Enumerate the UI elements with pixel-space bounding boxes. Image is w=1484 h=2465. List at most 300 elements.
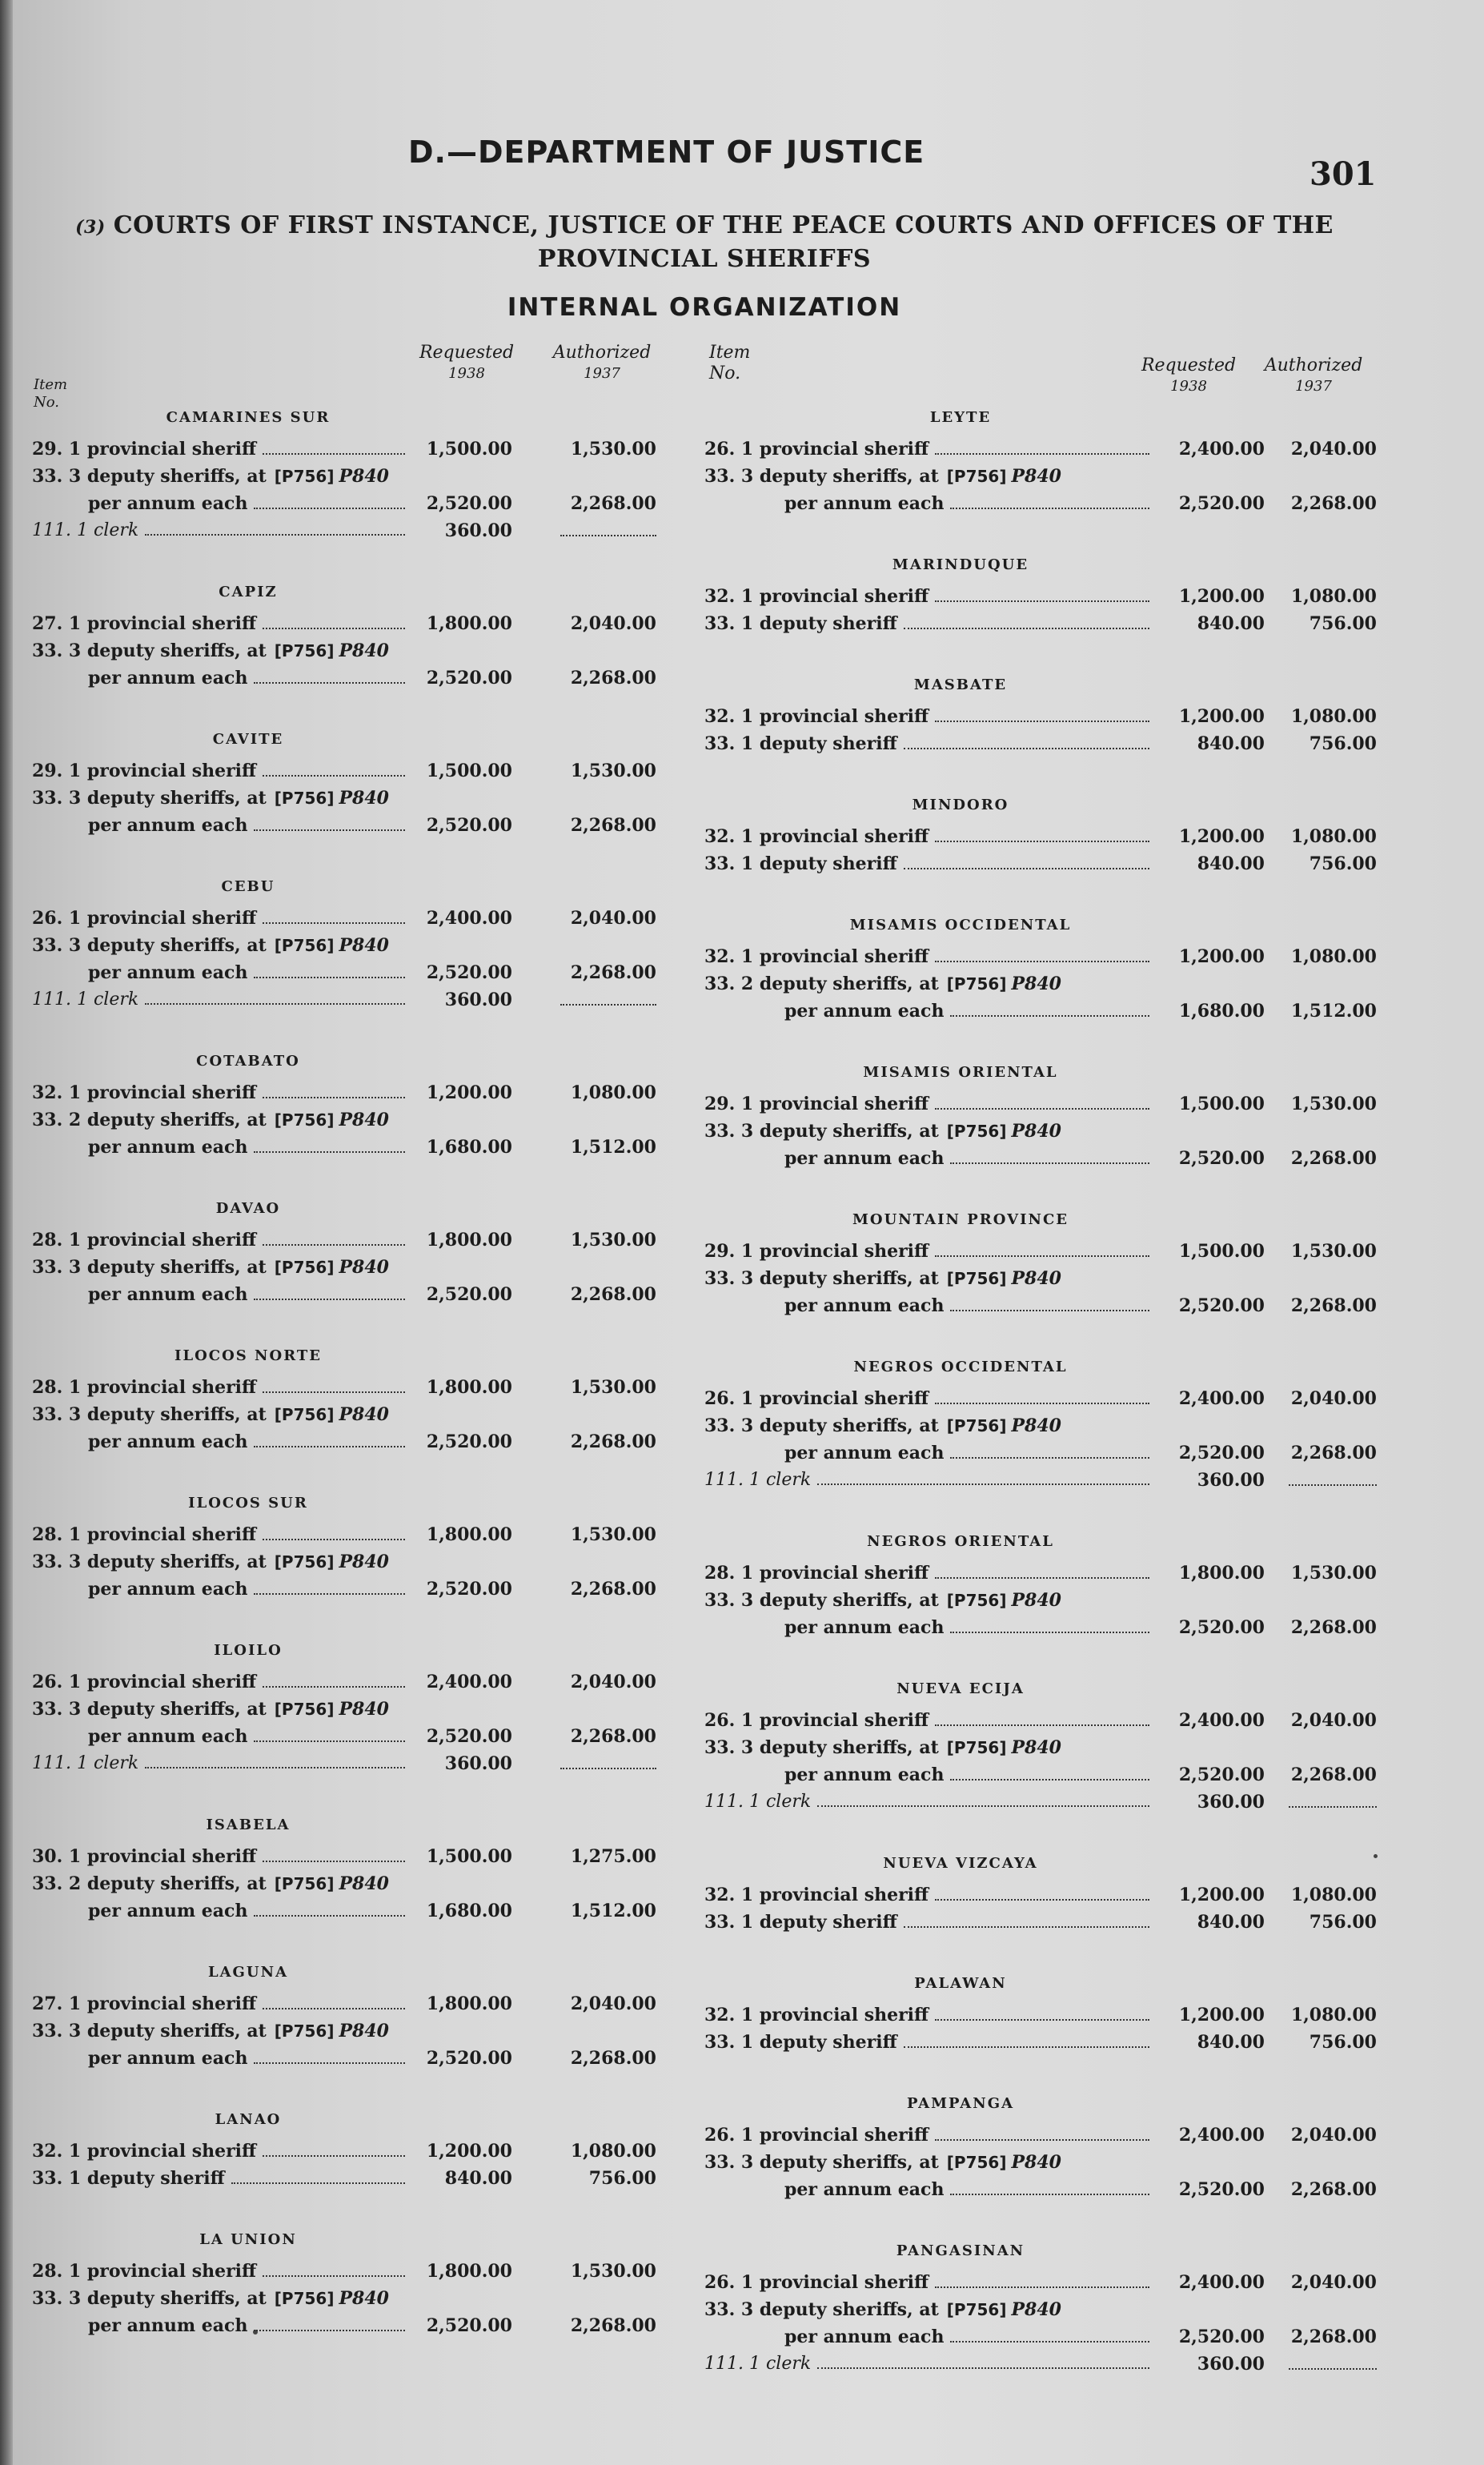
province-name: LEYTE [929,409,992,426]
position-description [704,466,1153,487]
position-description [704,974,1153,994]
table-row [32,785,688,812]
leader-dots [254,496,405,509]
authorized-1937-value: 1,530.00 [570,1524,656,1545]
leader-dots [950,2182,1149,2195]
rate-old: P840 [1011,1590,1061,1611]
table-row [688,2351,1361,2378]
position-description [704,1764,1153,1785]
rate-old: P840 [339,788,389,809]
authorized-1937-value: 2,268.00 [570,1284,656,1305]
province-name: MASBATE [913,676,1008,693]
position-text: 33. 3 deputy sheriffs, at [704,466,939,487]
table-row [688,2296,1361,2323]
requested-1938-value: 1,200.00 [1178,946,1265,967]
leader-dots [950,496,1149,509]
position-description [704,2354,1153,2374]
requested-1938-value: 2,520.00 [1178,1443,1265,1463]
position-text: 26. 1 provincial sheriff [32,908,257,929]
authorized-1937-value: 1,080.00 [570,2141,656,2162]
position-description [704,1470,1153,1490]
rate-old: P840 [339,1699,389,1720]
table-row [688,1467,1361,1494]
leader-dots [817,1794,1149,1807]
province-name: PANGASINAN [896,2242,1025,2259]
authorized-1937-value: 1,530.00 [570,1377,656,1398]
position-description [32,439,408,460]
table-row [688,1909,1377,1936]
book-spine-shadow [0,0,13,2465]
table-row [32,637,688,664]
province-section [688,1524,1377,1641]
province-name: LANAO [215,2111,282,2128]
rate-new: [P756] [946,1416,1007,1435]
position-description [704,1268,1153,1289]
position-description [704,2299,1153,2320]
position-description [704,1241,1153,1262]
leader-dots [254,1729,405,1742]
position-description [704,1415,1153,1436]
table-row [688,1439,1377,1467]
authorized-blank-line [560,1004,656,1006]
leader-dots [254,1582,405,1595]
table-row [688,2323,1377,2351]
province-name: DAVAO [215,1200,281,1217]
province-section [688,548,1377,637]
position-text: 33. 3 deputy sheriffs, at [704,1121,939,1142]
page-number: 301 [1310,155,1377,193]
authorized-1937-value: 1,530.00 [570,2261,656,2282]
table-row [32,959,688,986]
province-section [688,2086,1377,2203]
position-text: per annum each [784,1443,945,1463]
leader-dots [145,523,405,536]
table-row [688,1238,1377,1265]
table-row [32,1990,688,2017]
table-row [688,2149,1361,2176]
authorized-1937-value: 1,512.00 [1290,1001,1377,1022]
rate-new: [P756] [274,2021,335,2041]
authorized-1937-value: 2,268.00 [570,815,656,836]
table-row [688,463,1361,490]
leader-dots [950,1768,1149,1781]
authorized-1937-value: 1,530.00 [570,1230,656,1251]
position-text: per annum each [784,493,945,514]
position-text: 33. 3 deputy sheriffs, at [704,1415,939,1436]
leader-dots [935,829,1149,842]
leader-dots [935,589,1149,602]
leader-dots [817,2356,1149,2369]
rate-old: P840 [339,1404,389,1425]
position-text: per annum each [88,1901,248,1921]
leader-dots [950,1620,1149,1633]
province-section [688,1966,1377,2056]
authorized-1937-value: 2,268.00 [570,2315,656,2336]
table-row [32,2138,688,2165]
rate-old: P840 [339,935,389,956]
position-description [704,613,1153,634]
position-description [704,1094,1153,1114]
position-text: 32. 1 provincial sheriff [704,946,929,967]
authorized-1937-value: 1,080.00 [1290,1885,1377,1905]
rate-new: [P756] [946,467,1007,486]
table-row [688,998,1377,1025]
position-text: 33. 2 deputy sheriffs, at [32,1110,267,1130]
position-text: 27. 1 provincial sheriff [32,1993,257,2014]
position-description [704,1617,1153,1638]
table-row [32,463,688,490]
position-description [704,1563,1153,1584]
authorized-1937-value: 756.00 [1309,853,1377,874]
authorized-1937-value: 2,040.00 [1290,1388,1377,1409]
right-item-header [709,343,750,384]
leader-dots [904,616,1149,629]
province-name: CAMARINES SUR [166,409,331,426]
table-row [688,2122,1377,2149]
table-row [32,1576,688,1603]
province-name: MARINDUQUE [892,556,1029,573]
authorized-1937-value: 1,530.00 [570,761,656,781]
province-name: NUEVA VIZCAYA [883,1855,1038,1872]
position-text: per annum each [88,1579,248,1600]
table-row [688,436,1377,463]
province-section [688,1350,1377,1494]
position-text: 28. 1 provincial sheriff [32,1377,257,1398]
requested-1938-value: 1,200.00 [1178,706,1265,727]
leader-dots [263,1675,405,1688]
position-description [32,1257,408,1278]
province-name: CAPIZ [219,584,278,600]
rate-old: P840 [339,640,389,661]
authorized-1937-value: 1,530.00 [1290,1094,1377,1114]
table-row [688,970,1361,998]
requested-1938-value: 360.00 [1197,1470,1265,1491]
rate-new: [P756] [946,974,1007,994]
position-description [32,2288,408,2309]
position-description [32,1524,408,1545]
requested-1938-value: 840.00 [1197,2032,1265,2053]
province-section [32,575,688,692]
leader-dots [254,1904,405,1917]
authorized-1937-value: 2,268.00 [570,962,656,983]
position-description [32,1993,408,2014]
table-row [688,1292,1377,1319]
position-description [704,586,1153,607]
position-text: 33. 3 deputy sheriffs, at [704,2299,939,2320]
requested-year: 1938 [448,365,485,382]
leader-dots [263,1997,405,2009]
leader-dots [904,857,1149,869]
province-name: ILOILO [214,1642,283,1659]
rate-new: [P756] [274,1700,335,1719]
authorized-1937-value: 756.00 [1309,1912,1377,1933]
table-row [688,1789,1361,1816]
position-text: 33. 3 deputy sheriffs, at [704,1737,939,1758]
position-text: 111. 1 clerk [704,2354,812,2374]
authorized-1937-value: 1,080.00 [1290,826,1377,847]
leader-dots [254,966,405,978]
position-description [32,1230,408,1251]
position-text: 33. 3 deputy sheriffs, at [704,1590,939,1611]
position-description [704,1590,1153,1611]
requested-1938-value: 2,520.00 [426,1284,512,1305]
position-text: per annum each [784,2179,945,2200]
province-section [32,1808,688,1925]
authorized-1937-value: 2,268.00 [570,1579,656,1600]
subtitle-text: COURTS OF FIRST INSTANCE, JUSTICE OF THE PEACE COURTS AND OFFICES OF THE PROVINCIAL SHERIFFS [113,211,1334,273]
position-text: 33. 3 deputy sheriffs, at [704,2152,939,2173]
leader-dots [935,1391,1149,1404]
left-column [32,400,688,2370]
position-text: 32. 1 provincial sheriff [32,1082,257,1103]
table-row [688,1614,1377,1641]
province-section [688,2234,1377,2378]
requested-1938-value: 2,400.00 [1178,2272,1265,2293]
province-name: PALAWAN [914,1975,1007,1992]
rate-old: P840 [339,2288,389,2309]
rate-old: P840 [1011,2152,1061,2173]
table-row [32,1428,688,1455]
province-name: NUEVA ECIJA [896,1680,1025,1697]
table-row [32,517,688,544]
position-text: 32. 1 provincial sheriff [704,2005,929,2025]
position-text: per annum each [88,1284,248,1305]
rate-new: [P756] [274,936,335,955]
authorized-1937-value: 2,040.00 [1290,439,1377,460]
organization-heading: INTERNAL ORGANIZATION [507,293,902,322]
rate-old: P840 [339,1552,389,1572]
province-name: ILOCOS SUR [188,1495,308,1512]
leader-dots [254,671,405,684]
requested-1938-value: 2,520.00 [426,2315,512,2336]
rate-new: [P756] [946,1591,1007,1610]
leader-dots [254,2051,405,2064]
table-row [32,2045,688,2072]
table-row [32,1548,688,1576]
table-row [688,1385,1377,1412]
leader-dots [145,1756,405,1768]
table-row [688,1734,1361,1761]
position-description [704,2326,1153,2347]
table-row [688,2176,1377,2203]
leader-dots [935,709,1149,722]
position-description [32,1699,408,1720]
table-row [32,1226,688,1254]
leader-dots [263,1528,405,1540]
authorized-1937-value: 2,268.00 [1290,1764,1377,1785]
leader-dots [935,2275,1149,2288]
province-section [688,1055,1377,1172]
position-description [32,1552,408,1572]
position-text: 33. 1 deputy sheriff [704,2032,897,2053]
item-no-label: No. [34,394,59,411]
province-section [32,400,688,544]
position-text: 33. 3 deputy sheriffs, at [32,935,267,956]
position-description [32,1431,408,1452]
leader-dots [950,1299,1149,1311]
position-description [32,640,408,661]
rate-old: P840 [1011,1268,1061,1289]
requested-1938-value: 840.00 [1197,1912,1265,1933]
table-row [32,1106,688,1134]
requested-1938-value: 2,520.00 [1178,1617,1265,1638]
position-text: 33. 3 deputy sheriffs, at [32,466,267,487]
table-row [688,1265,1361,1292]
position-text: per annum each [88,668,248,689]
position-description [32,2261,408,2282]
requested-1938-value: 2,520.00 [426,2048,512,2069]
rate-old: P840 [1011,2299,1061,2320]
position-description [32,2168,408,2189]
authorized-1937-value: 2,040.00 [1290,2125,1377,2146]
position-text: per annum each [88,815,248,836]
table-row [32,2165,688,2192]
leader-dots [935,1244,1149,1257]
table-row [688,1560,1377,1587]
position-description [704,1148,1153,1169]
province-name: NEGROS ORIENTAL [867,1533,1054,1550]
authorized-1937-value: 1,512.00 [570,1137,656,1158]
authorized-1937-value: 1,530.00 [570,439,656,460]
province-section [32,1044,688,1161]
province-section [32,2102,688,2192]
position-description [704,2152,1153,2173]
rate-new: [P756] [946,2300,1007,2319]
position-description [704,2125,1153,2146]
position-text: 26. 1 provincial sheriff [704,2125,929,2146]
province-name: COTABATO [196,1053,300,1070]
rate-new: [P756] [274,789,335,808]
table-row [32,2017,688,2045]
position-text: 33. 3 deputy sheriffs, at [32,1552,267,1572]
rate-new: [P756] [274,1110,335,1130]
position-text: per annum each [88,1137,248,1158]
table-row [688,2269,1377,2296]
authorized-1937-value: 2,040.00 [1290,1710,1377,1731]
table-row [688,1707,1377,1734]
position-description [32,466,408,487]
position-text: 28. 1 provincial sheriff [704,1563,929,1584]
requested-1938-value: 1,800.00 [426,613,512,634]
position-description [704,1737,1153,1758]
position-description [704,1121,1153,1142]
leader-dots [904,737,1149,749]
requested-label: Requested [419,343,515,363]
table-row [32,1696,688,1723]
position-description [32,935,408,956]
item-no-label: No. [709,363,741,383]
position-text: per annum each [784,2326,945,2347]
authorized-1937-value: 2,040.00 [1290,2272,1377,2293]
rate-old: P840 [1011,466,1061,487]
requested-1938-value: 360.00 [1197,2354,1265,2375]
authorized-1937-value: 1,080.00 [1290,2005,1377,2025]
authorized-1937-value: 1,275.00 [570,1846,656,1867]
requested-1938-value: 360.00 [1197,1792,1265,1813]
requested-1938-value: 2,520.00 [426,1579,512,1600]
position-text: per annum each [784,1617,945,1638]
authorized-1937-value: 756.00 [1309,2032,1377,2053]
requested-1938-value: 2,520.00 [426,668,512,689]
rate-new: [P756] [946,2153,1007,2172]
leader-dots [263,1233,405,1246]
leader-dots [950,2330,1149,2343]
position-text: 26. 1 provincial sheriff [704,2272,929,2293]
position-text: 33. 2 deputy sheriffs, at [32,1873,267,1894]
province-name: NEGROS OCCIDENTAL [853,1359,1068,1375]
leader-dots [254,2318,405,2331]
requested-1938-value: 1,800.00 [426,1993,512,2014]
requested-1938-value: 1,200.00 [1178,826,1265,847]
position-text: 111. 1 clerk [704,1470,812,1490]
position-text: 33. 3 deputy sheriffs, at [32,2021,267,2041]
position-text: 29. 1 provincial sheriff [704,1241,929,1262]
position-description [32,493,408,514]
table-row [32,932,688,959]
leader-dots [254,818,405,831]
position-description [32,1404,408,1425]
position-description [32,2021,408,2041]
authorized-1937-value: 2,268.00 [1290,1443,1377,1463]
position-text: 33. 3 deputy sheriffs, at [32,1257,267,1278]
authorized-1937-value: 2,268.00 [1290,1148,1377,1169]
leader-dots [263,764,405,777]
requested-1938-value: 1,200.00 [426,2141,512,2162]
requested-1938-value: 2,520.00 [1178,2326,1265,2347]
position-description [32,1846,408,1867]
rate-new: [P756] [274,1874,335,1893]
province-section [32,1486,688,1603]
right-requested-header [1129,355,1249,397]
position-text: 30. 1 provincial sheriff [32,1846,257,1867]
requested-1938-value: 2,520.00 [426,1431,512,1452]
leader-dots [935,1566,1149,1579]
position-text: 33. 1 deputy sheriff [32,2168,225,2189]
authorized-1937-value: 1,080.00 [1290,946,1377,967]
requested-1938-value: 360.00 [444,520,512,541]
table-row [688,850,1377,877]
authorized-1937-value: 2,268.00 [570,1726,656,1747]
table-row [32,2312,688,2339]
table-row [688,1145,1377,1172]
requested-1938-value: 1,800.00 [426,2261,512,2282]
leader-dots [950,1446,1149,1459]
province-section [688,1672,1377,1816]
table-row [688,1118,1361,1145]
position-description [32,1726,408,1747]
rate-old: P840 [1011,974,1061,994]
rate-old: P840 [1011,1121,1061,1142]
leader-dots [904,1915,1149,1928]
position-text: 111. 1 clerk [704,1792,812,1812]
position-text: 29. 1 provincial sheriff [32,761,257,781]
requested-1938-value: 2,400.00 [1178,2125,1265,2146]
item-label: Item [709,343,751,363]
position-text: 26. 1 provincial sheriff [704,439,929,460]
table-row [32,812,688,839]
position-text: 28. 1 provincial sheriff [32,2261,257,2282]
rate-old: P840 [339,2021,389,2041]
table-row [32,1750,688,1777]
authorized-1937-value: 2,040.00 [570,908,656,929]
subtitle-number: (3) [75,217,106,238]
position-text: 32. 1 provincial sheriff [704,826,929,847]
province-section [32,2222,688,2339]
position-description [32,1579,408,1600]
department-heading: D.—DEPARTMENT OF JUSTICE [408,134,925,170]
position-description [704,1710,1153,1731]
position-description [704,2272,1153,2293]
